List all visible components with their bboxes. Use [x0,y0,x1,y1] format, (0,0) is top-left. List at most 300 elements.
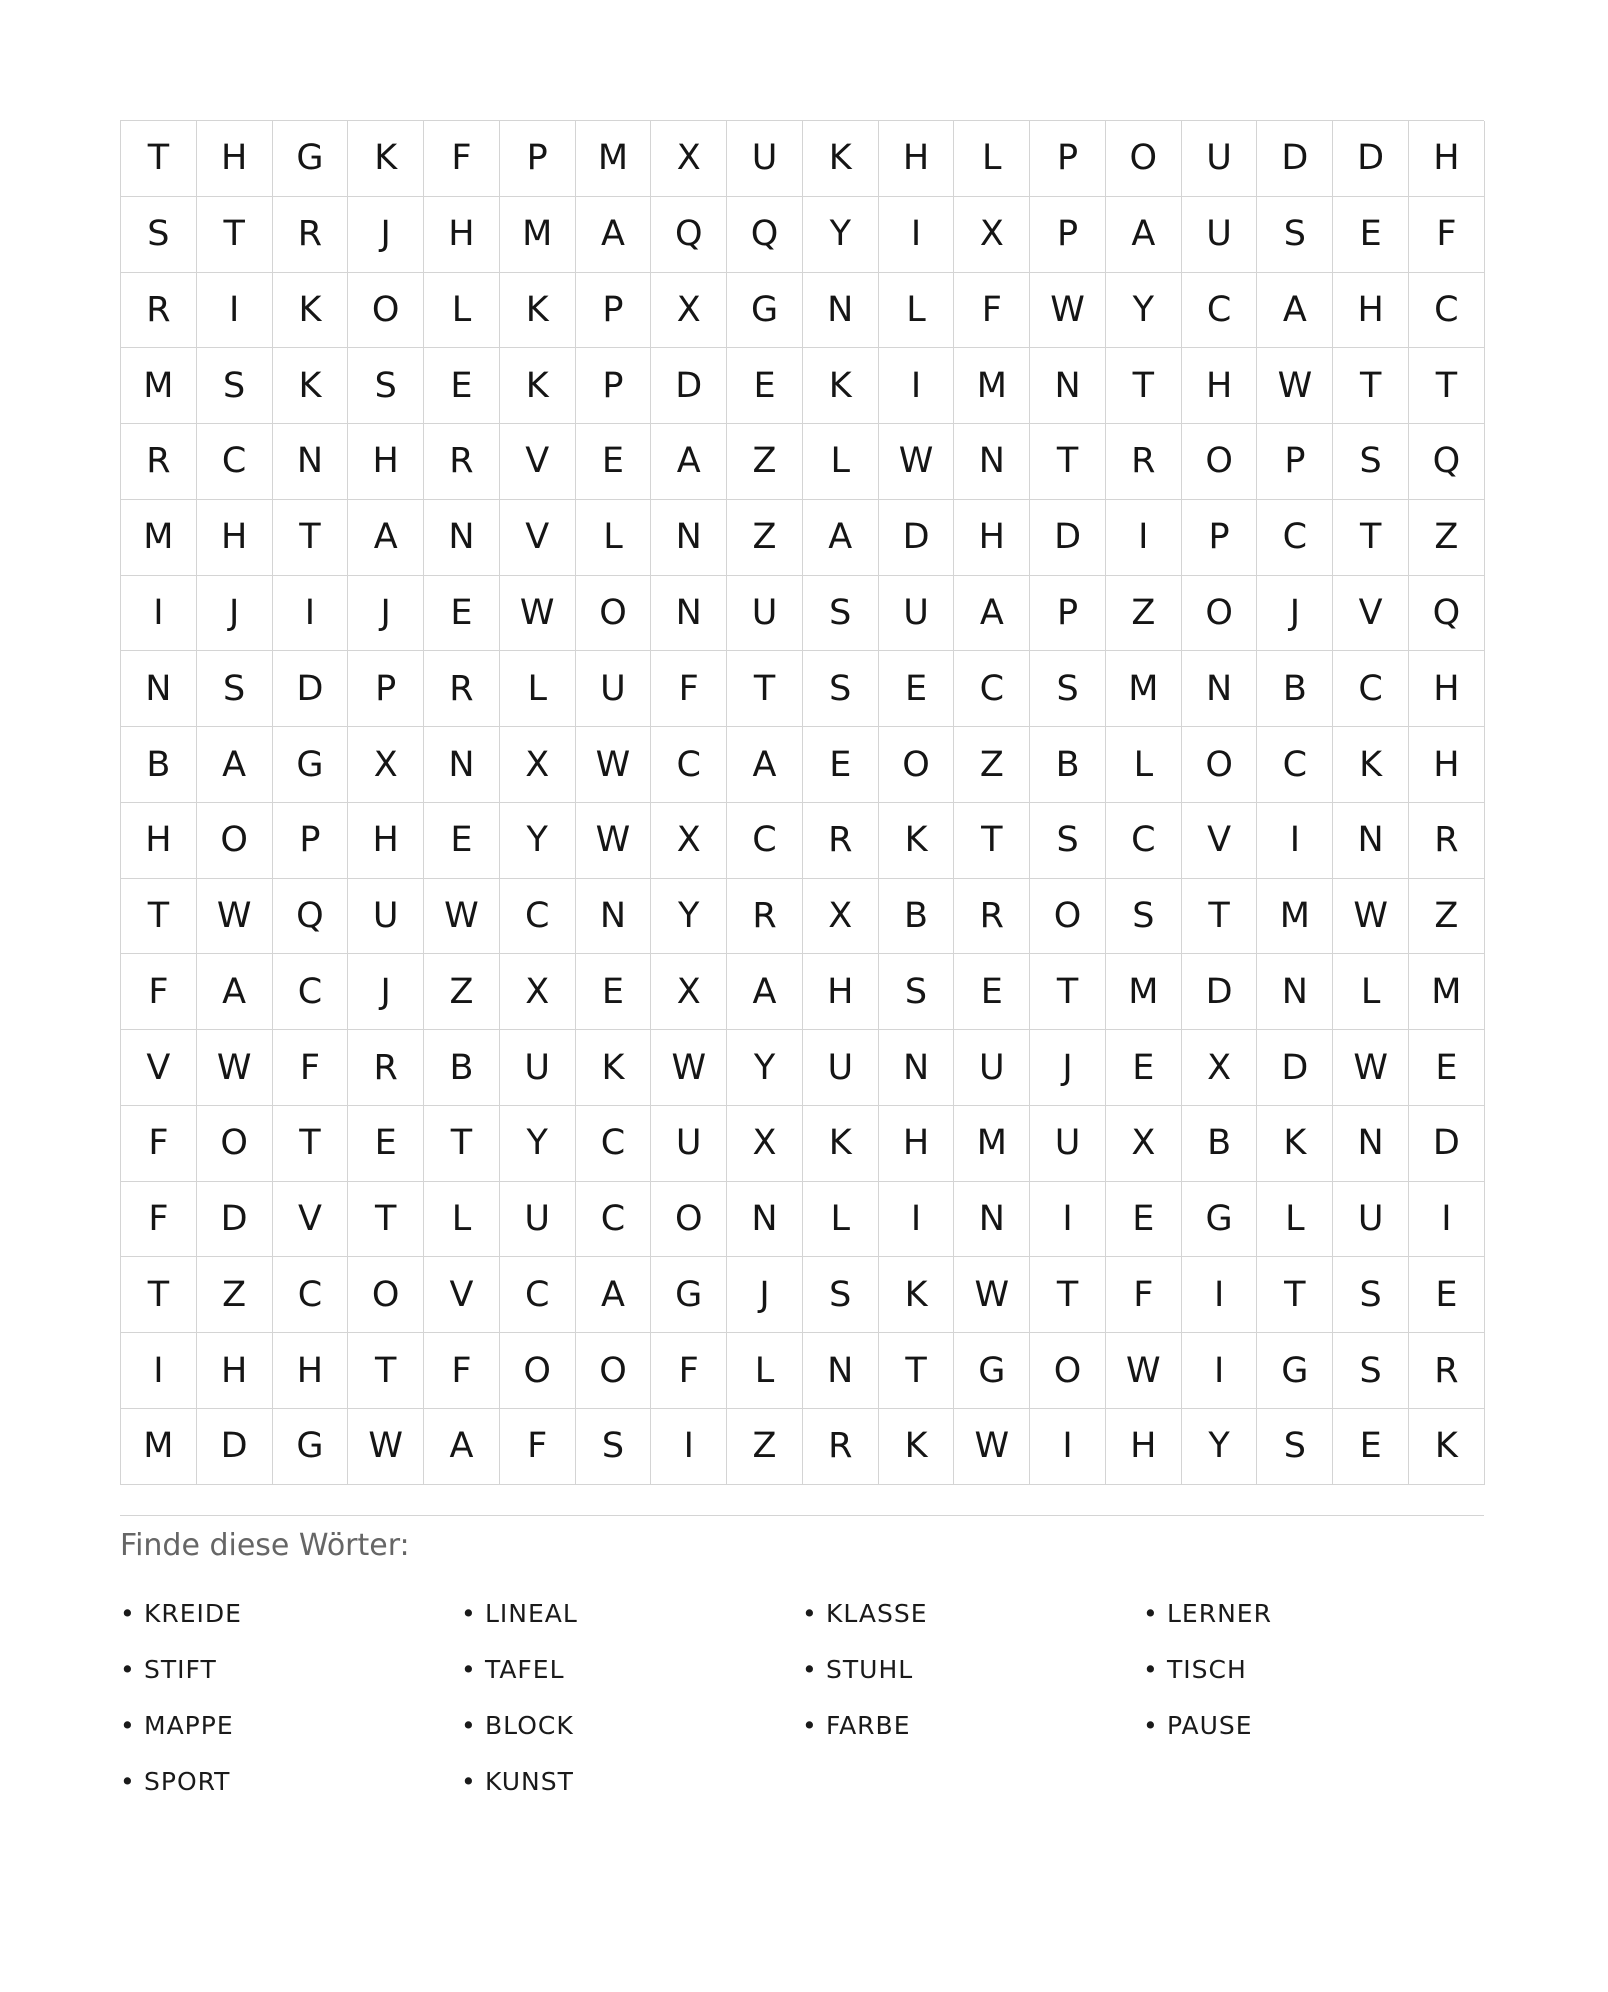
grid-cell[interactable]: C [1409,273,1485,349]
grid-cell[interactable]: J [1257,576,1333,652]
grid-cell[interactable]: A [803,500,879,576]
grid-cell[interactable]: J [348,197,424,273]
grid-cell[interactable]: C [576,1182,652,1258]
grid-cell[interactable]: B [879,879,955,955]
grid-cell[interactable]: S [1257,1409,1333,1485]
grid-cell[interactable]: M [500,197,576,273]
grid-cell[interactable]: V [1333,576,1409,652]
grid-cell[interactable]: D [197,1409,273,1485]
grid-cell[interactable]: P [576,348,652,424]
grid-cell[interactable]: O [500,1333,576,1409]
grid-cell[interactable]: I [1257,803,1333,879]
grid-cell[interactable]: M [954,1106,1030,1182]
grid-cell[interactable]: J [727,1257,803,1333]
grid-cell[interactable]: Z [1409,879,1485,955]
grid-cell[interactable]: X [651,273,727,349]
grid-cell[interactable]: O [1182,424,1258,500]
grid-cell[interactable]: I [1106,500,1182,576]
grid-cell[interactable]: H [424,197,500,273]
grid-cell[interactable]: W [197,1030,273,1106]
grid-cell[interactable]: M [121,348,197,424]
grid-cell[interactable]: T [348,1333,424,1409]
grid-cell[interactable]: Q [727,197,803,273]
grid-cell[interactable]: W [576,727,652,803]
grid-cell[interactable]: T [348,1182,424,1258]
grid-cell[interactable]: A [424,1409,500,1485]
grid-cell[interactable]: K [348,121,424,197]
grid-cell[interactable]: R [803,1409,879,1485]
grid-cell[interactable]: E [1409,1030,1485,1106]
grid-cell[interactable]: M [1106,651,1182,727]
grid-cell[interactable]: C [727,803,803,879]
grid-cell[interactable]: Z [727,500,803,576]
grid-cell[interactable]: O [1030,1333,1106,1409]
grid-cell[interactable]: Q [651,197,727,273]
grid-cell[interactable]: S [1333,1333,1409,1409]
grid-cell[interactable]: T [1409,348,1485,424]
grid-cell[interactable]: U [727,576,803,652]
grid-cell[interactable]: T [879,1333,955,1409]
grid-cell[interactable]: W [879,424,955,500]
grid-cell[interactable]: G [651,1257,727,1333]
grid-cell[interactable]: I [1182,1333,1258,1409]
grid-cell[interactable]: S [1257,197,1333,273]
grid-cell[interactable]: Y [727,1030,803,1106]
grid-cell[interactable]: H [1333,273,1409,349]
grid-cell[interactable]: Y [803,197,879,273]
grid-cell[interactable]: H [273,1333,349,1409]
grid-cell[interactable]: R [121,424,197,500]
grid-cell[interactable]: U [1030,1106,1106,1182]
grid-cell[interactable]: N [803,1333,879,1409]
grid-cell[interactable]: G [727,273,803,349]
grid-cell[interactable]: F [121,1182,197,1258]
grid-cell[interactable]: U [1182,197,1258,273]
grid-cell[interactable]: D [273,651,349,727]
grid-cell[interactable]: X [803,879,879,955]
grid-cell[interactable]: O [1106,121,1182,197]
grid-cell[interactable]: S [803,651,879,727]
grid-cell[interactable]: G [273,1409,349,1485]
grid-cell[interactable]: X [500,954,576,1030]
grid-cell[interactable]: E [424,803,500,879]
grid-cell[interactable]: C [1257,727,1333,803]
grid-cell[interactable]: C [197,424,273,500]
grid-cell[interactable]: H [1409,727,1485,803]
grid-cell[interactable]: R [121,273,197,349]
grid-cell[interactable]: L [1106,727,1182,803]
grid-cell[interactable]: L [803,1182,879,1258]
grid-cell[interactable]: K [803,121,879,197]
grid-cell[interactable]: D [1030,500,1106,576]
grid-cell[interactable]: T [1030,424,1106,500]
grid-cell[interactable]: S [576,1409,652,1485]
grid-cell[interactable]: L [954,121,1030,197]
grid-cell[interactable]: M [576,121,652,197]
grid-cell[interactable]: B [121,727,197,803]
grid-cell[interactable]: R [424,651,500,727]
grid-cell[interactable]: X [1106,1106,1182,1182]
grid-cell[interactable]: H [197,1333,273,1409]
grid-cell[interactable]: U [500,1030,576,1106]
grid-cell[interactable]: H [1106,1409,1182,1485]
grid-cell[interactable]: N [576,879,652,955]
grid-cell[interactable]: H [879,1106,955,1182]
grid-cell[interactable]: S [197,348,273,424]
grid-cell[interactable]: M [1257,879,1333,955]
grid-cell[interactable]: A [954,576,1030,652]
grid-cell[interactable]: N [424,500,500,576]
grid-cell[interactable]: I [879,348,955,424]
grid-cell[interactable]: V [500,424,576,500]
grid-cell[interactable]: A [197,954,273,1030]
grid-cell[interactable]: Z [727,1409,803,1485]
grid-cell[interactable]: A [727,954,803,1030]
grid-cell[interactable]: T [197,197,273,273]
grid-cell[interactable]: M [121,1409,197,1485]
grid-cell[interactable]: L [727,1333,803,1409]
grid-cell[interactable]: V [273,1182,349,1258]
grid-cell[interactable]: P [1182,500,1258,576]
grid-cell[interactable]: A [1106,197,1182,273]
grid-cell[interactable]: K [879,803,955,879]
grid-cell[interactable]: X [727,1106,803,1182]
grid-cell[interactable]: R [1409,1333,1485,1409]
grid-cell[interactable]: P [1257,424,1333,500]
grid-cell[interactable]: P [1030,197,1106,273]
grid-cell[interactable]: E [1409,1257,1485,1333]
grid-cell[interactable]: L [1257,1182,1333,1258]
grid-cell[interactable]: N [954,1182,1030,1258]
grid-cell[interactable]: O [197,1106,273,1182]
grid-cell[interactable]: C [273,954,349,1030]
grid-cell[interactable]: C [1257,500,1333,576]
grid-cell[interactable]: T [1333,500,1409,576]
grid-cell[interactable]: C [1182,273,1258,349]
grid-cell[interactable]: L [500,651,576,727]
grid-cell[interactable]: F [424,1333,500,1409]
grid-cell[interactable]: T [1106,348,1182,424]
grid-cell[interactable]: W [348,1409,424,1485]
grid-cell[interactable]: N [1257,954,1333,1030]
grid-cell[interactable]: Z [954,727,1030,803]
grid-cell[interactable]: K [1333,727,1409,803]
grid-cell[interactable]: D [1257,121,1333,197]
grid-cell[interactable]: F [121,954,197,1030]
grid-cell[interactable]: T [121,121,197,197]
grid-cell[interactable]: N [651,500,727,576]
grid-cell[interactable]: B [1030,727,1106,803]
grid-cell[interactable]: U [651,1106,727,1182]
grid-cell[interactable]: F [424,121,500,197]
grid-cell[interactable]: T [121,879,197,955]
grid-cell[interactable]: W [954,1409,1030,1485]
grid-cell[interactable]: E [348,1106,424,1182]
grid-cell[interactable]: S [348,348,424,424]
grid-cell[interactable]: X [348,727,424,803]
grid-cell[interactable]: F [1106,1257,1182,1333]
grid-cell[interactable]: I [1030,1409,1106,1485]
grid-cell[interactable]: U [879,576,955,652]
grid-cell[interactable]: S [1106,879,1182,955]
grid-cell[interactable]: T [1182,879,1258,955]
grid-cell[interactable]: S [1333,1257,1409,1333]
grid-cell[interactable]: W [1106,1333,1182,1409]
grid-cell[interactable]: T [1030,1257,1106,1333]
grid-cell[interactable]: R [803,803,879,879]
grid-cell[interactable]: K [576,1030,652,1106]
grid-cell[interactable]: N [879,1030,955,1106]
grid-cell[interactable]: D [1257,1030,1333,1106]
grid-cell[interactable]: Z [727,424,803,500]
grid-cell[interactable]: Y [651,879,727,955]
grid-cell[interactable]: V [424,1257,500,1333]
grid-cell[interactable]: G [273,727,349,803]
grid-cell[interactable]: M [954,348,1030,424]
grid-cell[interactable]: P [500,121,576,197]
grid-cell[interactable]: H [348,424,424,500]
grid-cell[interactable]: F [1409,197,1485,273]
grid-cell[interactable]: U [1182,121,1258,197]
grid-cell[interactable]: A [651,424,727,500]
grid-cell[interactable]: K [273,273,349,349]
grid-cell[interactable]: G [273,121,349,197]
grid-cell[interactable]: O [348,1257,424,1333]
grid-cell[interactable]: R [1106,424,1182,500]
grid-cell[interactable]: O [1030,879,1106,955]
grid-cell[interactable]: X [651,121,727,197]
grid-cell[interactable]: L [1333,954,1409,1030]
grid-cell[interactable]: H [1409,121,1485,197]
grid-cell[interactable]: D [879,500,955,576]
grid-cell[interactable]: C [1106,803,1182,879]
grid-cell[interactable]: E [424,576,500,652]
grid-cell[interactable]: K [500,348,576,424]
grid-cell[interactable]: B [424,1030,500,1106]
grid-cell[interactable]: T [273,1106,349,1182]
grid-cell[interactable]: G [1257,1333,1333,1409]
grid-cell[interactable]: S [1030,651,1106,727]
grid-cell[interactable]: C [954,651,1030,727]
grid-cell[interactable]: I [273,576,349,652]
grid-cell[interactable]: I [1030,1182,1106,1258]
grid-cell[interactable]: O [348,273,424,349]
grid-cell[interactable]: U [348,879,424,955]
grid-cell[interactable]: W [651,1030,727,1106]
grid-cell[interactable]: I [1182,1257,1258,1333]
grid-cell[interactable]: M [1106,954,1182,1030]
grid-cell[interactable]: O [576,576,652,652]
grid-cell[interactable]: S [1030,803,1106,879]
grid-cell[interactable]: I [121,576,197,652]
grid-cell[interactable]: Z [1409,500,1485,576]
grid-cell[interactable]: K [500,273,576,349]
grid-cell[interactable]: N [727,1182,803,1258]
grid-cell[interactable]: A [576,1257,652,1333]
grid-cell[interactable]: Q [273,879,349,955]
grid-cell[interactable]: T [1257,1257,1333,1333]
grid-cell[interactable]: W [954,1257,1030,1333]
grid-cell[interactable]: Q [1409,424,1485,500]
grid-cell[interactable]: B [1182,1106,1258,1182]
grid-cell[interactable]: L [424,273,500,349]
grid-cell[interactable]: A [576,197,652,273]
grid-cell[interactable]: D [651,348,727,424]
grid-cell[interactable]: C [500,1257,576,1333]
grid-cell[interactable]: F [651,651,727,727]
grid-cell[interactable]: N [1333,803,1409,879]
grid-cell[interactable]: C [273,1257,349,1333]
grid-cell[interactable]: J [348,576,424,652]
grid-cell[interactable]: W [576,803,652,879]
grid-cell[interactable]: B [1257,651,1333,727]
grid-cell[interactable]: T [273,500,349,576]
grid-cell[interactable]: Z [197,1257,273,1333]
grid-cell[interactable]: X [500,727,576,803]
grid-cell[interactable]: O [576,1333,652,1409]
grid-cell[interactable]: P [1030,576,1106,652]
grid-cell[interactable]: Z [424,954,500,1030]
grid-cell[interactable]: X [651,803,727,879]
grid-cell[interactable]: J [197,576,273,652]
grid-cell[interactable]: E [1333,1409,1409,1485]
grid-cell[interactable]: H [197,121,273,197]
grid-cell[interactable]: Y [500,803,576,879]
grid-cell[interactable]: U [576,651,652,727]
grid-cell[interactable]: P [1030,121,1106,197]
grid-cell[interactable]: E [424,348,500,424]
grid-cell[interactable]: W [1030,273,1106,349]
grid-cell[interactable]: H [954,500,1030,576]
grid-cell[interactable]: M [121,500,197,576]
grid-cell[interactable]: T [1333,348,1409,424]
grid-cell[interactable]: S [879,954,955,1030]
grid-cell[interactable]: N [1182,651,1258,727]
grid-cell[interactable]: S [803,576,879,652]
grid-cell[interactable]: K [273,348,349,424]
grid-cell[interactable]: A [197,727,273,803]
grid-cell[interactable]: S [121,197,197,273]
grid-cell[interactable]: U [727,121,803,197]
grid-cell[interactable]: I [197,273,273,349]
grid-cell[interactable]: R [1409,803,1485,879]
grid-cell[interactable]: F [954,273,1030,349]
grid-cell[interactable]: D [1333,121,1409,197]
grid-cell[interactable]: H [121,803,197,879]
grid-cell[interactable]: L [879,273,955,349]
grid-cell[interactable]: Y [1182,1409,1258,1485]
grid-cell[interactable]: N [803,273,879,349]
grid-cell[interactable]: U [500,1182,576,1258]
grid-cell[interactable]: F [273,1030,349,1106]
grid-cell[interactable]: L [576,500,652,576]
grid-cell[interactable]: T [954,803,1030,879]
grid-cell[interactable]: V [500,500,576,576]
grid-cell[interactable]: T [424,1106,500,1182]
grid-cell[interactable]: D [197,1182,273,1258]
grid-cell[interactable]: X [651,954,727,1030]
grid-cell[interactable]: H [803,954,879,1030]
grid-cell[interactable]: O [1182,576,1258,652]
grid-cell[interactable]: S [197,651,273,727]
grid-cell[interactable]: E [1333,197,1409,273]
grid-cell[interactable]: E [803,727,879,803]
grid-cell[interactable]: V [121,1030,197,1106]
grid-cell[interactable]: E [954,954,1030,1030]
grid-cell[interactable]: E [727,348,803,424]
grid-cell[interactable]: U [1333,1182,1409,1258]
grid-cell[interactable]: R [424,424,500,500]
grid-cell[interactable]: R [727,879,803,955]
grid-cell[interactable]: K [1409,1409,1485,1485]
grid-cell[interactable]: X [1182,1030,1258,1106]
grid-cell[interactable]: W [197,879,273,955]
grid-cell[interactable]: O [651,1182,727,1258]
grid-cell[interactable]: A [348,500,424,576]
grid-cell[interactable]: P [273,803,349,879]
grid-cell[interactable]: H [1182,348,1258,424]
grid-cell[interactable]: Y [1106,273,1182,349]
grid-cell[interactable]: Z [1106,576,1182,652]
grid-cell[interactable]: Q [1409,576,1485,652]
grid-cell[interactable]: T [1030,954,1106,1030]
grid-cell[interactable]: E [1106,1030,1182,1106]
grid-cell[interactable]: K [1257,1106,1333,1182]
grid-cell[interactable]: N [273,424,349,500]
grid-cell[interactable]: P [348,651,424,727]
grid-cell[interactable]: T [727,651,803,727]
grid-cell[interactable]: V [1182,803,1258,879]
grid-cell[interactable]: H [879,121,955,197]
grid-cell[interactable]: E [1106,1182,1182,1258]
grid-cell[interactable]: G [954,1333,1030,1409]
grid-cell[interactable]: J [1030,1030,1106,1106]
grid-cell[interactable]: A [1257,273,1333,349]
grid-cell[interactable]: C [651,727,727,803]
grid-cell[interactable]: W [1333,1030,1409,1106]
grid-cell[interactable]: K [879,1257,955,1333]
grid-cell[interactable]: E [879,651,955,727]
grid-cell[interactable]: O [197,803,273,879]
grid-cell[interactable]: F [121,1106,197,1182]
grid-cell[interactable]: P [576,273,652,349]
grid-cell[interactable]: H [1409,651,1485,727]
grid-cell[interactable]: D [1182,954,1258,1030]
grid-cell[interactable]: E [576,954,652,1030]
grid-cell[interactable]: U [803,1030,879,1106]
grid-cell[interactable]: S [1333,424,1409,500]
grid-cell[interactable]: C [500,879,576,955]
grid-cell[interactable]: I [879,1182,955,1258]
grid-cell[interactable]: K [879,1409,955,1485]
grid-cell[interactable]: N [424,727,500,803]
grid-cell[interactable]: W [500,576,576,652]
grid-cell[interactable]: F [500,1409,576,1485]
grid-cell[interactable]: M [1409,954,1485,1030]
grid-cell[interactable]: H [348,803,424,879]
grid-cell[interactable]: I [651,1409,727,1485]
grid-cell[interactable]: N [121,651,197,727]
grid-cell[interactable]: A [727,727,803,803]
grid-cell[interactable]: L [424,1182,500,1258]
grid-cell[interactable]: L [803,424,879,500]
grid-cell[interactable]: C [1333,651,1409,727]
grid-cell[interactable]: W [424,879,500,955]
grid-cell[interactable]: O [1182,727,1258,803]
grid-cell[interactable]: K [803,1106,879,1182]
grid-cell[interactable]: I [879,197,955,273]
grid-cell[interactable]: W [1257,348,1333,424]
